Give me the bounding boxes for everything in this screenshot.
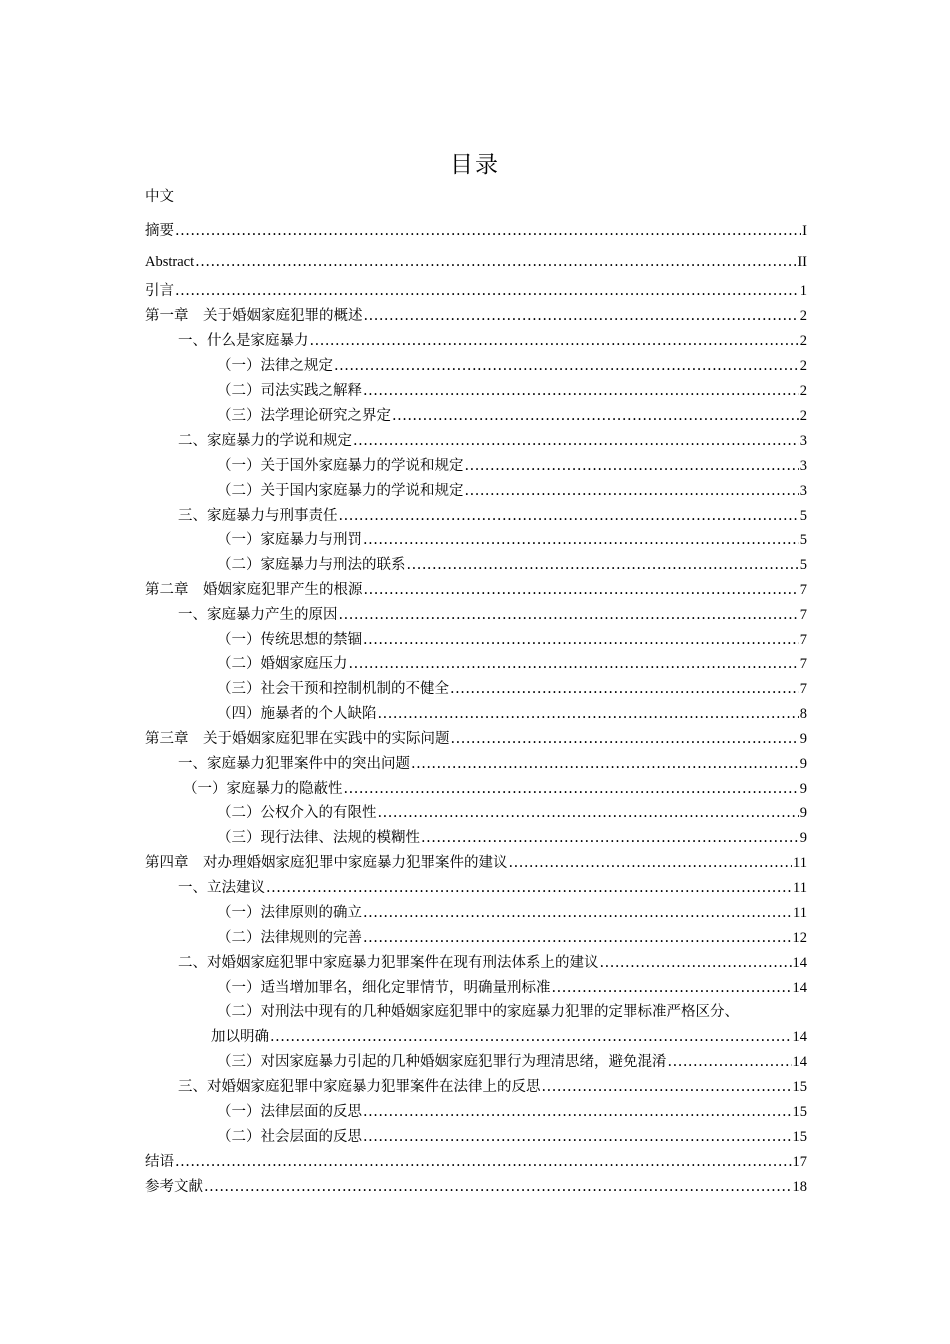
toc-leader-dots [552,980,792,996]
toc-entry-label: （一）关于国外家庭暴力的学说和规定 [217,458,464,474]
toc-page-number: 14 [792,1029,807,1045]
toc-leader-dots [344,781,799,797]
toc-page-number: 15 [792,1079,807,1095]
toc-entry[interactable] [145,976,807,998]
toc-leader-dots [364,582,799,598]
toc-page-number: 5 [799,508,807,524]
toc-leader-dots [363,383,799,399]
toc-leader-dots [421,830,799,846]
toc-entry-label: （二）社会层面的反思 [217,1129,362,1145]
toc-entry-label: Abstract [145,254,195,270]
toc-leader-dots [175,283,799,299]
toc-page-number: 2 [799,308,807,324]
toc-leader-dots [411,756,799,772]
toc-entry[interactable] [145,1175,807,1197]
toc-leader-dots [363,905,792,921]
toc-leader-dots [465,483,799,499]
toc-entry[interactable] [145,677,807,699]
toc-page-number: 9 [799,830,807,846]
toc-entry[interactable] [145,454,807,476]
toc-entry-label: 第三章 关于婚姻家庭犯罪在实践中的实际问题 [145,731,450,747]
toc-page-number: 7 [799,681,807,697]
toc-leader-dots [378,805,799,821]
toc-entry-label: （二）关于国内家庭暴力的学说和规定 [217,483,464,499]
toc-entry[interactable] [145,801,807,823]
toc-entry-label: 第一章 关于婚姻家庭犯罪的概述 [145,308,363,324]
toc-entry[interactable] [145,851,807,873]
toc-leader-dots [363,930,792,946]
toc-page-number: 12 [792,930,807,946]
toc-leader-dots [451,731,799,747]
toc-entry[interactable] [145,329,807,351]
toc-entry-label: （四）施暴者的个人缺陷 [217,706,377,722]
toc-leader-dots [542,1079,792,1095]
toc-page-number: 2 [799,408,807,424]
toc-leader-dots [353,433,799,449]
toc-page-number: 2 [799,383,807,399]
toc-entry[interactable] [145,504,807,526]
toc-entry[interactable] [145,1150,807,1172]
toc-entry-label: （一）传统思想的禁锢 [217,632,362,648]
toc-page-number: 8 [799,706,807,722]
toc-leader-dots [363,1104,792,1120]
toc-page-number: 3 [799,433,807,449]
toc-entry-label: 引言 [145,283,174,299]
toc-entry[interactable] [145,219,807,241]
toc-entry[interactable] [145,304,807,326]
toc-page-number: 9 [799,805,807,821]
toc-leader-dots [310,333,799,349]
toc-page-number: 7 [799,607,807,623]
toc-page-number: 9 [799,781,807,797]
toc-page-number: 9 [799,731,807,747]
toc-page-number: II [797,254,807,270]
toc-page-number: 17 [792,1154,807,1170]
toc-entry[interactable] [145,429,807,451]
toc-entry[interactable] [145,254,807,276]
toc-page-number: 15 [792,1129,807,1145]
toc-entry-label: （三）法学理论研究之界定 [217,408,391,424]
toc-entry-label: 二、家庭暴力的学说和规定 [178,433,352,449]
toc-page-number: 2 [799,333,807,349]
toc-leader-dots [363,632,799,648]
toc-page-number: 1 [799,283,807,299]
toc-page-number: 5 [799,532,807,548]
toc-entry-label: （三）社会干预和控制机制的不健全 [217,681,449,697]
toc-entry[interactable] [145,1050,807,1072]
toc-entry-label: （三）对因家庭暴力引起的几种婚姻家庭犯罪行为理清思绪，避免混淆 [217,1054,667,1070]
toc-entry-label: 一、家庭暴力产生的原因 [178,607,338,623]
toc-leader-dots [270,1029,792,1045]
toc-leader-dots [195,254,796,270]
toc-entry-label: 二、对婚姻家庭犯罪中家庭暴力犯罪案件在现有刑法体系上的建议 [178,955,599,971]
toc-entry-label: （二）公权介入的有限性 [217,805,377,821]
toc-page-number: 11 [793,905,807,921]
page-title: 目录 [450,152,500,178]
toc-entry-label: 结语 [145,1154,174,1170]
toc-page-number: 9 [799,756,807,772]
toc-entry-label: （二）婚姻家庭压力 [217,656,348,672]
toc-entry-label: 一、立法建议 [178,880,265,896]
toc-entry-label: 第二章 婚姻家庭犯罪产生的根源 [145,582,363,598]
toc-entry[interactable] [145,951,807,973]
toc-leader-dots [668,1054,792,1070]
toc-page-number: 14 [792,955,807,971]
toc-entry[interactable] [145,727,807,749]
toc-entry[interactable] [145,578,807,600]
toc-leader-dots [509,855,793,871]
toc-entry-label: 一、家庭暴力犯罪案件中的突出问题 [178,756,410,772]
toc-page-number: 5 [799,557,807,573]
toc-entry[interactable] [145,1075,807,1097]
toc-entry[interactable] [145,479,807,501]
toc-leader-dots [392,408,799,424]
toc-entry[interactable] [145,279,807,301]
toc-page-number: 14 [792,980,807,996]
toc-page-number: 15 [792,1104,807,1120]
toc-entry-label: （二）法律规则的完善 [217,930,362,946]
toc-leader-dots [339,607,799,623]
toc-page-number: 7 [799,632,807,648]
toc-entry-label: （一）法律之规定 [217,358,333,374]
toc-entry[interactable] [145,702,807,724]
toc-entry[interactable] [145,752,807,774]
toc-page-number: 2 [799,358,807,374]
toc-leader-dots [600,955,792,971]
toc-entry-label: （一）法律层面的反思 [217,1104,362,1120]
toc-page-number: I [802,223,807,239]
toc-entry[interactable] [145,1025,807,1047]
toc-leader-dots [175,1154,792,1170]
toc-page-number: 3 [799,483,807,499]
toc-entry[interactable] [145,777,807,799]
toc-entry-label: 参考文献 [145,1179,203,1195]
toc-entry-label: （一）法律原则的确立 [217,905,362,921]
toc-entry-label: （三）现行法律、法规的模糊性 [217,830,420,846]
toc-entry[interactable] [145,185,807,207]
toc-entry[interactable] [145,926,807,948]
toc-entry[interactable] [145,826,807,848]
toc-entry[interactable] [145,404,807,426]
toc-leader-dots [364,308,799,324]
toc-entry-label: 中文 [145,189,174,205]
toc-entry[interactable] [145,354,807,376]
toc-leader-dots [175,223,801,239]
toc-entry-label: （二）家庭暴力与刑法的联系 [217,557,406,573]
toc-leader-dots [450,681,799,697]
toc-page-number: 14 [792,1054,807,1070]
toc-entry[interactable] [145,901,807,923]
toc-entry[interactable] [145,628,807,650]
toc-leader-dots [378,706,799,722]
toc-entry-label: 三、对婚姻家庭犯罪中家庭暴力犯罪案件在法律上的反思 [178,1079,541,1095]
toc-entry[interactable] [145,652,807,674]
toc-entry[interactable] [145,553,807,575]
toc-entry[interactable] [145,1100,807,1122]
toc-page-number: 7 [799,656,807,672]
toc-entry-label: （一）家庭暴力与刑罚 [217,532,362,548]
toc-entry-label: （一）家庭暴力的隐蔽性 [183,781,343,797]
toc-entry-label: （二）司法实践之解释 [217,383,362,399]
toc-entry-label: （一）适当增加罪名，细化定罪情节，明确量刑标准 [217,980,551,996]
toc-entry[interactable] [145,528,807,550]
toc-page-number: 7 [799,582,807,598]
toc-page-number: 18 [792,1179,807,1195]
toc-page-number: 11 [793,855,807,871]
toc-entry[interactable] [145,379,807,401]
toc-leader-dots [407,557,799,573]
toc-entry-label: （二）对刑法中现有的几种婚姻家庭犯罪中的家庭暴力犯罪的定罪标准严格区分、 [217,1004,739,1020]
toc-entry-label: 摘要 [145,223,174,239]
toc-entry[interactable] [145,603,807,625]
toc-leader-dots [334,358,799,374]
toc-leader-dots [363,1129,792,1145]
toc-entry-label: 一、什么是家庭暴力 [178,333,309,349]
toc-page-number: 11 [793,880,807,896]
toc-entry[interactable] [145,1125,807,1147]
toc-leader-dots [363,532,799,548]
toc-entry-label: 加以明确 [211,1029,269,1045]
toc-entry-label: 三、家庭暴力与刑事责任 [178,508,338,524]
toc-leader-dots [349,656,799,672]
toc-entry[interactable] [145,876,807,898]
toc-leader-dots [204,1179,792,1195]
toc-entry-label: 第四章 对办理婚姻家庭犯罪中家庭暴力犯罪案件的建议 [145,855,508,871]
toc-entry[interactable] [145,1000,807,1022]
toc-leader-dots [465,458,799,474]
toc-leader-dots [339,508,799,524]
toc-leader-dots [266,880,792,896]
toc-page-number: 3 [799,458,807,474]
